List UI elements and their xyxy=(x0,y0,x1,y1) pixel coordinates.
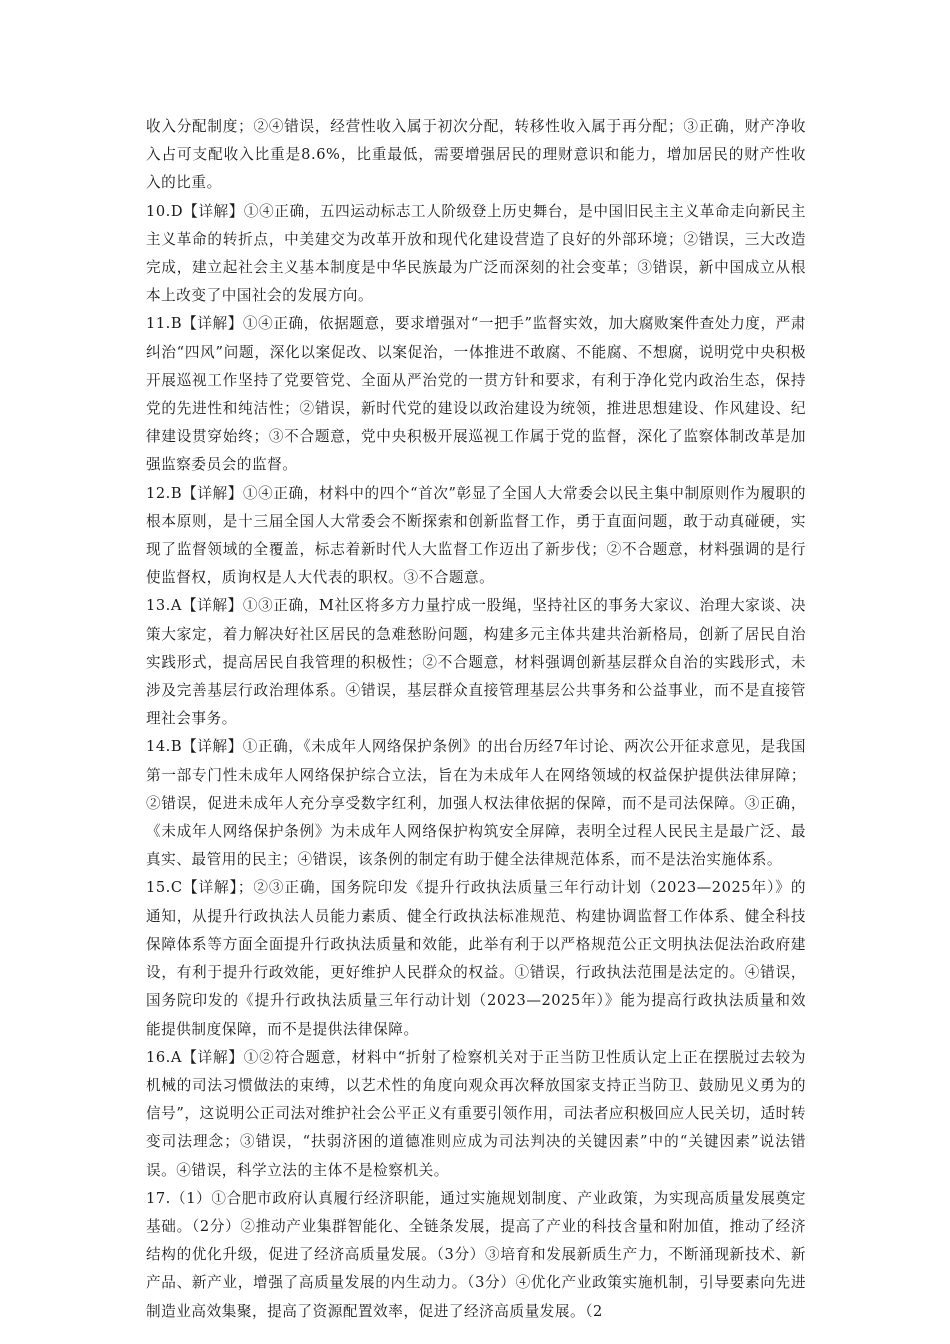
answer-10: 10.D【详解】①④正确，五四运动标志工人阶级登上历史舞台，是中国旧民主主义革命走向新民主主义革命的转折点，中美建交为改革开放和现代化建设营造了良好的外部环境；②错误，三大改造完成，建立起社会主义基本制度是中华民族最为广泛而深刻的社会变革；③错误，新中国成立从根本上改变了中国社会的发展方向。 xyxy=(146,202,806,305)
answer-14: 14.B【详解】①正确，《未成年人网络保护条例》的出台历经7年讨论、两次公开征求意见，是我国第一部专门性未成年人网络保护综合立法，旨在为未成年人在网络领域的权益保护提供法律屏障；②错误，促进未成年人充分享受数字红利，加强人权法律依据的保障，而不是司法保障。③正确，《未成年人网络保护条例》为未成年人网络保护构筑安全屏障，表明全过程人民民主是最广泛、最真实、最管用的民主；④错误，该条例的制定有助于健全法律规范体系，而不是法治实施体系。 xyxy=(146,738,806,869)
paragraph-continuation: 收入分配制度；②④错误，经营性收入属于初次分配，转移性收入属于再分配；③正确，财产净收入占可支配收入比重是8.6%，比重最低，需要增强居民的理财意识和能力，增加居民的财产性收入的比重。 xyxy=(146,118,806,192)
answer-17: 17.（1）①合肥市政府认真履行经济职能，通过实施规划制度、产业政策，为实现高质量发展奠定基础。（2分）②推动产业集群智能化、全链条发展，提高了产业的科技含量和附加值，推动了经济结构的优化升级，促进了经济高质量发展。（3分）③培育和发展新质生产力，不断涌现新技术、新产品、新产业，增强了高质量发展的内生动力。（3分）④优化产业政策实施机制，引导要素向先进制造业高效集聚，提高了资源配置效率，促进了经济高质量发展。（2 xyxy=(146,1189,806,1320)
answer-15: 15.C【详解】；②③正确，国务院印发《提升行政执法质量三年行动计划（2023—2025年）》的通知，从提升行政执法人员能力素质、健全行政执法标准规范、构建协调监督工作体系、健全科技保障体系等方面全面提升行政执法质量和效能，此举有利于以严格规范公正文明执法促法治政府建设，有利于提升行政效能，更好维护人民群众的权益。①错误，行政执法范围是法定的。④错误，国务院印发的《提升行政执法质量三年行动计划（2023—2025年）》能为提高行政执法质量和效能提供制度保障，而不是提供法律保障。 xyxy=(146,879,806,1038)
answer-16: 16.A【详解】①②符合题意，材料中“折射了检察机关对于正当防卫性质认定上正在摆脱过去较为机械的司法习惯做法的束缚，以艺术性的角度向观众再次释放国家支持正当防卫、鼓励见义勇为的信号”，这说明公正司法对维护社会公平正义有重要引领作用，司法者应积极回应人民关切，适时转变司法理念；③错误，“扶弱济困的道德准则应成为司法判决的关键因素”中的“关键因素”说法错误。④错误，科学立法的主体不是检察机关。 xyxy=(146,1048,806,1179)
answer-text-block xyxy=(146,113,806,1326)
answer-11: 11.B【详解】①④正确，依据题意，要求增强对“一把手”监督实效，加大腐败案件查处力度，严肃纠治“四风”问题，深化以案促改、以案促治，一体推进不敢腐、不能腐、不想腐，说明党中央积极开展巡视工作坚持了党要管党、全面从严治党的一贯方针和要求，有利于净化党内政治生态，保持党的先进性和纯洁性；②错误，新时代党的建设以政治建设为统领，推进思想建设、作风建设、纪律建设贯穿始终；③不合题意，党中央积极开展巡视工作属于党的监督，深化了监察体制改革是加强监察委员会的监督。 xyxy=(146,315,806,474)
answer-12: 12.B【详解】①④正确，材料中的四个“首次”彰显了全国人大常委会以民主集中制原则作为履职的根本原则，是十三届全国人大常委会不断探索和创新监督工作，勇于直面问题，敢于动真碰硬，实现了监督领域的全覆盖，标志着新时代人大监督工作迈出了新步伐；②不合题意，材料强调的是行使监督权，质询权是人大代表的职权。③不合题意。 xyxy=(146,484,806,587)
answer-13: 13.A【详解】①③正确，M社区将多方力量拧成一股绳，坚持社区的事务大家议、治理大家谈、决策大家定，着力解决好社区居民的急难愁盼问题，构建多元主体共建共治新格局，创新了居民自治实践形式，提高居民自我管理的积极性；②不合题意，材料强调创新基层群众自治的实践形式，未涉及完善基层行政治理体系。④错误，基层群众直接管理基层公共事务和公益事业，而不是直接管理社会事务。 xyxy=(146,597,806,728)
